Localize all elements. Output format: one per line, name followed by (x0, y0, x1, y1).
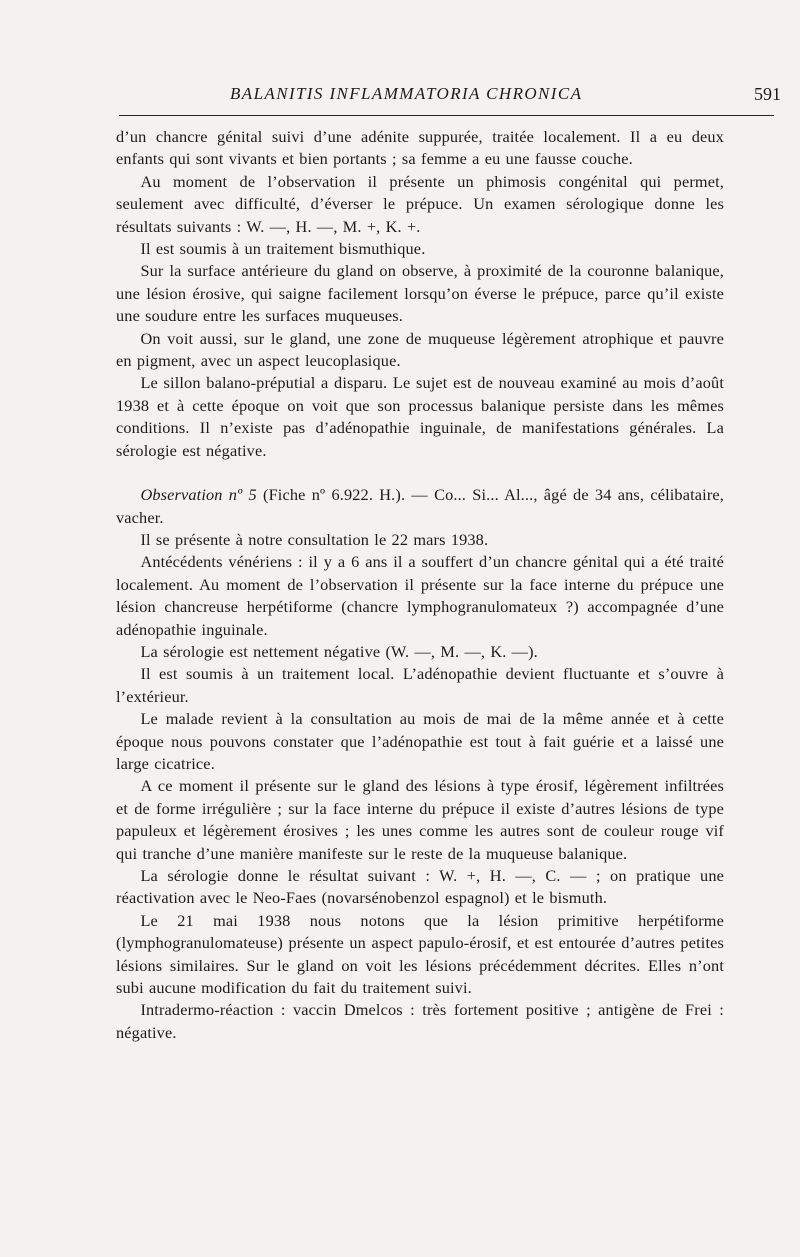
paragraph: d’un chancre génital suivi d’une adénite suppurée, traitée localement. Il a eu deux enfants qui sont vivants et bien portants ; sa femme a eu une fausse couche. (116, 127, 724, 169)
paragraph: La sérologie donne le résultat suivant : W. +, H. —, C. — ; on pratique une réactivation avec le Neo-Faes (novarsénobenzol espagnol) et le bismuth. (116, 866, 724, 908)
paragraph: Le 21 mai 1938 nous notons que la lésion primitive herpétiforme (lymphogranulomateuse) présente un aspect papulo-érosif, et est entourée d’autres petites lésions similaires. Sur le gland on voit les lésions précédemment décrites. Elles n’ont subi aucune modification du fait du traitement suivi. (116, 910, 724, 998)
paragraph: Intradermo-réaction : vaccin Dmelcos : très fortement positive ; antigène de Frei : négative. (116, 1000, 724, 1042)
paragraph: On voit aussi, sur le gland, une zone de muqueuse légèrement atrophique et pauvre en pigment, avec un aspect leucoplasique. (116, 328, 724, 371)
observation-heading-paragraph (116, 484, 724, 529)
paragraph: Il se présente à notre consultation le 22 mars 1938. (140, 529, 489, 549)
paragraph (116, 171, 724, 238)
header-rule (119, 115, 774, 116)
paragraph: La sérologie est nettement négative (W. —, M. —, K. —). (140, 641, 538, 661)
page-number: 591 (754, 84, 781, 104)
paragraph: A ce moment il présente sur le gland des lésions à type érosif, légèrement infiltrées et de forme irrégulière ; sur la face interne du prépuce il existe d’autres lésions de type papuleux et légèrement érosives ; les unes comme les autres sont de couleur rouge vif qui tranche d’une manière manifeste sur le reste de la muqueuse balanique. (116, 776, 724, 863)
paragraph: Sur la surface antérieure du gland on observe, à proximité de la couronne balanique, une lésion érosive, qui saigne facilement lorsqu’on éverse le prépuce, parce qu’il existe une soudure entre les surfaces muqueuses. (116, 261, 724, 326)
body-text (116, 126, 724, 1044)
paragraph: Il est soumis à un traitement local. L’adénopathie devient fluctuante et s’ouvre à l’extérieur. (116, 664, 724, 706)
observation-heading: Observation nº 5 (140, 485, 257, 505)
running-title: BALANITIS INFLAMMATORIA CHRONICA (230, 84, 583, 103)
paragraph: Antécédents vénériens : il y a 6 ans il a souffert d’un chancre génital qui a été traité localement. Au moment de l’observation il présente sur la face interne du prépuce une lésion chancreuse herpétiforme (chancre lymphogranulomateux ?) accompagnée d’une adénopathie inguinale. (116, 552, 724, 639)
paragraph: Le sillon balano-préputial a disparu. Le sujet est de nouveau examiné au mois d’août 1938 et à cette époque on voit que son processus balanique persiste dans les mêmes conditions. Il n’existe pas d’adénopathie inguinale, de manifestations générales. La sérologie est négative. (116, 373, 724, 460)
paragraph: Le malade revient à la consultation au mois de mai de la même année et à cette époque nous pouvons constater que l’adénopathie est tout à fait guérie et a laissé une large cicatrice. (116, 709, 724, 773)
paragraph-text: Au moment de l’observation il présente un phimosis congénital qui permet, seulement avec difficulté, d’éverser le prépuce. Un examen sérologique donne les résultats suivants : W. —, H. —, M. +, K. +. (116, 171, 724, 236)
paragraph: Il est soumis à un traitement bismuthique. (140, 239, 426, 259)
observation-heading-rest: (Fiche nº 6.922. H.). — Co... Si... Al..., âgé de 34 ans, célibataire, vacher. (116, 485, 724, 527)
